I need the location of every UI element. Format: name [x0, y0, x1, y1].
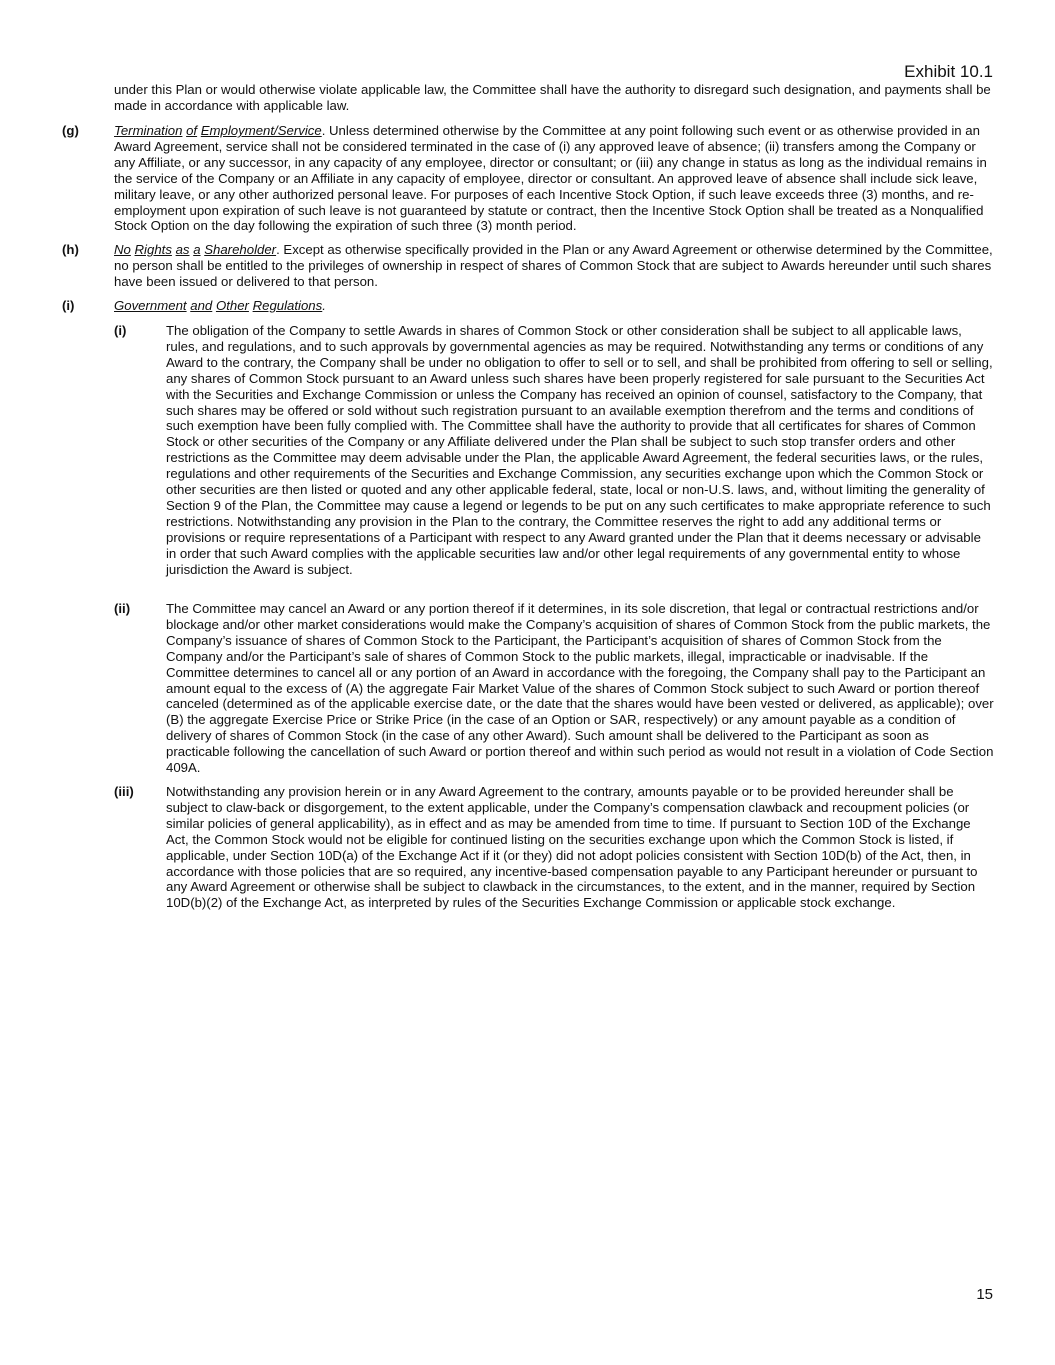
section-i [62, 298, 994, 314]
page-number: 15 [976, 1286, 993, 1303]
section-g-label: (g) [62, 123, 79, 138]
exhibit-label: Exhibit 10.1 [904, 62, 993, 81]
section-i-title-word: and [190, 298, 213, 313]
section-h-title-word: as [175, 242, 190, 257]
subsection-label: (i) [114, 323, 127, 338]
section-h-label: (h) [62, 242, 79, 257]
continuation-paragraph: under this Plan or would otherwise violate applicable law, the Committee shall have the authority to disregard such designation, and payments shall be made in accordance with applicable law. [114, 82, 991, 113]
section-h [62, 242, 994, 290]
subsection-text: The Committee may cancel an Award or any portion thereof if it determines, in its sole discretion, that legal or contractual restrictions and/or blockage and/or other market considerations would make the Company’s acquisition of shares of Common Stock from the public markets, the Company’s issuance of shares of Common Stock to the Participant, the Participant’s acquisition of shares of Common Stock from the Company and/or the Participant’s sale of shares of Common Stock to the public markets, illegal, impracticable or inadvisable. If the Committee determines to cancel all or any portion of an Award in accordance with the foregoing, the Company shall pay to the Participant an amount equal to the excess of (A) the aggregate Fair Market Value of the shares of Common Stock subject to such Award or portion thereof canceled (determined as of the applicable exercise date, or the date that the shares would have been vested or delivered, as applicable); over (B) the aggregate Exercise Price or Strike Price (in the case of an Option or SAR, respectively) or any amount payable as a condition of delivery of shares of Common Stock (in the case of any other Award). Such amount shall be delivered to the Participant as soon as practicable following the cancellation of such Award or portion thereof and within such period as would not result in a violation of Code Section 409A. [166, 601, 994, 776]
section-h-title-word: Rights [134, 242, 172, 257]
section-g [62, 123, 994, 234]
subsection-text: Notwithstanding any provision herein or in any Award Agreement to the contrary, amounts payable or to be provided hereunder shall be subject to claw-back or disgorgement, to the extent applicable, under the Company’s compensation clawback and recoupment policies (or similar policies of general applicability), as in effect and as may be amended from time to time. If pursuant to Section 10D of the Exchange Act, the Common Stock would not be eligible for continued listing on the securities exchange upon which the Common Stock is listed, if applicable, under Section 10D(a) of the Exchange Act if it (or they) did not adopt policies consistent with Section 10D(b) of the Act, then, in accordance with those policies that are so required, any incentive-based compensation payable to any Participant hereunder or pursuant to any Award Agreement or otherwise shall be subject to clawback in the circumstances, to the extent, and in the manner, required by Section 10D(b)(2) of the Exchange Act, as interpreted by rules of the Securities Exchange Commission or applicable stock exchange. [166, 784, 978, 911]
subsection-text: The obligation of the Company to settle Awards in shares of Common Stock or other consideration shall be subject to all applicable laws, rules, and regulations, and to such approvals by governmental agencies as may be required. Notwithstanding any terms or conditions of any Award to the contrary, the Company shall be under no obligation to offer to sell or to sell, and shall be prohibited from offering to sell or selling, any shares of Common Stock pursuant to an Award unless such shares have been properly registered for sale pursuant to the Securities Act with the Securities and Exchange Commission or unless the Company has received an opinion of counsel, satisfactory to the Company, that such shares may be offered or sold without such registration pursuant to an available exemption therefrom and the terms and conditions of such exemption have been fully complied with. The Committee shall have the authority to provide that all certificates for shares of Common Stock or other securities of the Company or any Affiliate delivered under the Plan shall be subject to such stop transfer orders and other restrictions as the Committee may deem advisable under the Plan, the applicable Award Agreement, the federal securities laws, or the rules, regulations and other requirements of the Securities and Exchange Commission, any securities exchange upon which the Common Stock or other securities are then listed or quoted and any other applicable federal, state, local or non-U.S. laws, and, without limiting the generality of Section 9 of the Plan, the Committee may cause a legend or legends to be put on any such certificates to make appropriate reference to such restrictions. Notwithstanding any provision in the Plan to the contrary, the Committee reserves the right to add any additional terms or provisions or require representations of a Participant with respect to any Award granted under the Plan that it deems necessary or advisable in order that such Award complies with the applicable securities law and/or other legal requirements of any governmental entity to whose jurisdiction the Award is subject. [166, 323, 993, 577]
section-h-title-word: a [193, 242, 201, 257]
section-h-body [114, 242, 994, 290]
section-i-body [114, 298, 994, 314]
subsection-i-i [114, 323, 994, 578]
section-h-title-word: No [114, 242, 131, 257]
subsection-i-ii [114, 601, 994, 776]
section-g-title-word: of [186, 123, 198, 138]
section-i-text: . [322, 298, 326, 313]
section-g-title-word: Termination [114, 123, 183, 138]
section-i-title-word: Government [114, 298, 187, 313]
section-g-text: . Unless determined otherwise by the Committee at any point following such event or as otherwise provided in an Award Agreement, service shall not be considered terminated in the case of (i) any approved leave of absence; (ii) transfers among the Company or any Affiliate, or any successor, in any capacity of any employee, director or consultant; or (iii) any change in status as long as the individual remains in the service of the Company or an Affiliate in any capacity of employee, director or consultant. An approved leave of absence shall include sick leave, military leave, or any other authorized personal leave. For purposes of each Incentive Stock Option, if such leave exceeds three (3) months, and re-employment upon expiration of such leave is not guaranteed by statute or contract, then the Incentive Stock Option shall be treated as a Nonqualified Stock Option on the day following the expiration of such three (3) month period. [114, 123, 987, 234]
section-g-body [114, 123, 994, 234]
subsection-label: (ii) [114, 601, 131, 616]
subsection-i-iii [114, 784, 994, 911]
section-i-title-word: Other [215, 298, 249, 313]
section-h-title-word: Shareholder [204, 242, 277, 257]
section-h-text: . Except as otherwise specifically provided in the Plan or any Award Agreement or otherwise determined by the Committee, no person shall be entitled to the privileges of ownership in respect of shares of Common Stock that are subject to Awards hereunder until such shares have been issued or delivered to that person. [114, 242, 993, 289]
section-i-label: (i) [62, 298, 75, 313]
section-g-title-word: Employment/Service [200, 123, 322, 138]
section-i-title-word: Regulations [252, 298, 323, 313]
subsection-label: (iii) [114, 784, 134, 799]
